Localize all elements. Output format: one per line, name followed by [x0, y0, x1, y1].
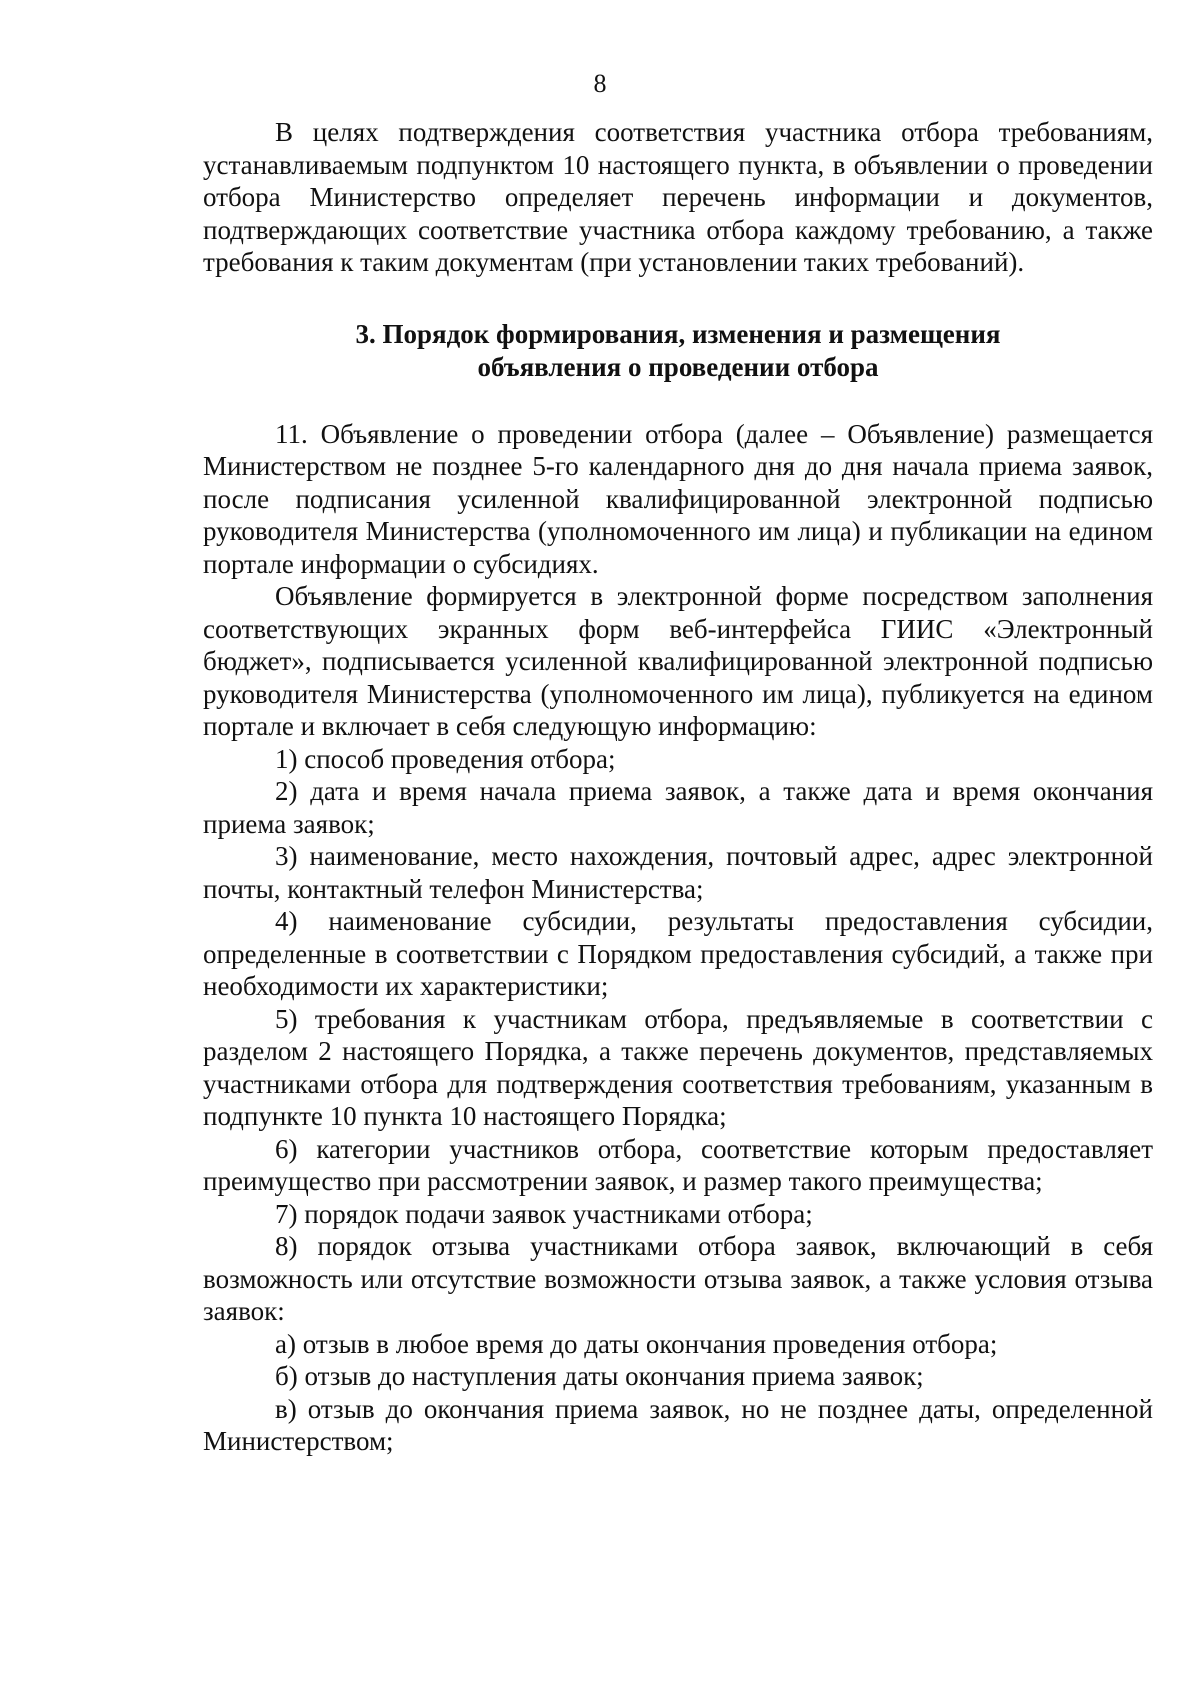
- sub-list-item: б) отзыв до наступления даты окончания приема заявок;: [275, 1361, 924, 1391]
- section-heading: [203, 318, 1153, 384]
- list-item: 1) способ проведения отбора;: [275, 743, 616, 774]
- document-body: [203, 116, 1153, 1458]
- sub-list-item: а) отзыв в любое время до даты окончания проведения отбора;: [275, 1328, 998, 1359]
- paragraph: 11. Объявление о проведении отбора (далее – Объявление) размещается Министерством не позднее 5-го календарного дня до дня начала приема заявок, после подписания усиленной квалифицированной электронной подписью руководителя Министерства (уполномоченного им лица) и публикации на едином портале информации о субсидиях.: [203, 418, 1153, 579]
- list-item: 6) категории участников отбора, соответствие которым предоставляет преимущество при рассмотрении заявок, и размер такого преимущества;: [203, 1133, 1153, 1196]
- page-number: 8: [593, 69, 607, 98]
- paragraph: В целях подтверждения соответствия участника отбора требованиям, устанавливаемым подпунктом 10 настоящего пункта, в объявлении о проведении отбора Министерство определяет перечень информации и документов, подтверждающих соответствие участника отбора каждому требованию, а также требования к таким документам (при установлении таких требований).: [203, 117, 1153, 277]
- list-item: 8) порядок отзыва участниками отбора заявок, включающий в себя возможность или отсутствие возможности отзыва заявок, а также условия отзыва заявок:: [203, 1231, 1153, 1326]
- paragraph: Объявление формируется в электронной форме посредством заполнения соответствующих экранных форм веб-интерфейса ГИИС «Электронный бюджет», подписывается усиленной квалифицированной электронной подписью руководителя Министерства (уполномоченного им лица), публикуется на едином портале и включает в себя следующую информацию:: [203, 581, 1153, 741]
- sub-list-item: в) отзыв до окончания приема заявок, но не позднее даты, определенной Министерством;: [203, 1393, 1153, 1456]
- list-item: 4) наименование субсидии, результаты предоставления субсидии, определенные в соответствии с Порядком предоставления субсидий, а также при необходимости их характеристики;: [203, 906, 1153, 1001]
- list-item: 3) наименование, место нахождения, почтовый адрес, адрес электронной почты, контактный телефон Министерства;: [203, 841, 1153, 904]
- list-item: 2) дата и время начала приема заявок, а также дата и время окончания приема заявок;: [203, 776, 1153, 839]
- list-item: 5) требования к участникам отбора, предъявляемые в соответствии с разделом 2 настоящего Порядка, а также перечень документов, представляемых участниками отбора для подтверждения соответствия требованиям, указанным в подпункте 10 пункта 10 настоящего Порядка;: [203, 1003, 1153, 1131]
- list-item: 7) порядок подачи заявок участниками отбора;: [275, 1198, 813, 1229]
- section-heading-line: объявления о проведении отбора: [477, 351, 879, 382]
- section-heading-line: 3. Порядок формирования, изменения и размещения: [355, 318, 1001, 349]
